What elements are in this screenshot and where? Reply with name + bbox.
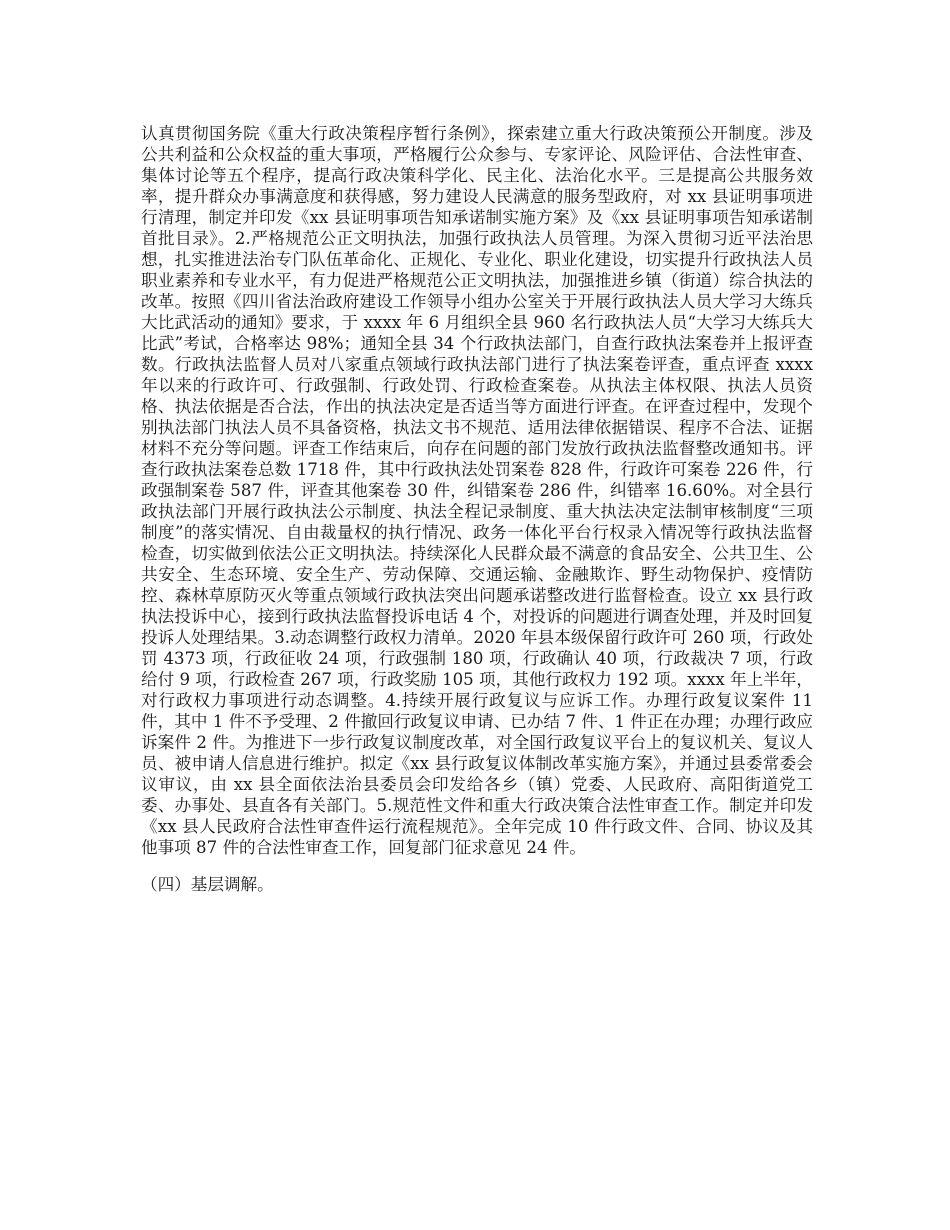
body-paragraph: 认真贯彻国务院《重大行政决策程序暂行条例》，探索建立重大行政决策预公开制度。涉及公共利益和公众权益的重大事项，严格履行公众参与、专家评论、风险评估、合法性审查、集体讨论等五个程序，提高行政决策科学化、民主化、法治化水平。三是提高公共服务效率，提升群众办事满意度和获得感，努力建设人民满意的服务型政府，对 xx 县证明事项进行清理，制定并印发《xx 县证明事项告知承诺制实施方案》及《xx 县证明事项告知承诺制首批目录》。2.严格规范公正文明执法，加强行政执法人员管理。为深入贯彻习近平法治思想，扎实推进法治专门队伍革命化、正规化、专业化、职业化建设，切实提升行政执法人员职业素养和专业水平，有力促进严格规范公正文明执法，加强推进乡镇（街道）综合执法的改革。按照《四川省法治政府建设工作领导小组办公室关于开展行政执法人员大学习大练兵大比武活动的通知》要求，于 xxxx 年 6 月组织全县 960 名行政执法人员“大学习大练兵大比武”考试，合格率达 98%；通知全县 34 个行政执法部门，自查行政执法案卷并上报评查数。行政执法监督人员对八家重点领域行政执法部门进行了执法案卷评查，重点评查 xxxx 年以来的行政许可、行政强制、行政处罚、行政检查案卷。从执法主体权限、执法人员资格、执法依据是否合法，作出的执法决定是否适当等方面进行评查。在评查过程中，发现个别执法部门执法人员不具备资格，执法文书不规范、适用法律依据错误、程序不合法、证据材料不充分等问题。评查工作结束后，向存在问题的部门发放行政执法监督整改通知书。评查行政执法案卷总数 1718 件，其中行政执法处罚案卷 828 件，行政许可案卷 226 件，行政强制案卷 587 件，评查其他案卷 30 件，纠错案卷 286 件，纠错率 16.60%。对全县行政执法部门开展行政执法公示制度、执法全程记录制度、重大执法决定法制审核制度“三项制度”的落实情况、自由裁量权的执行情况、政务一体化平台行权录入情况等行政执法监督检查，切实做到依法公正文明执法。持续深化人民群众最不满意的食品安全、公共卫生、公共安全、生态环境、安全生产、劳动保障、交通运输、金融欺诈、野生动物保护、疫情防控、森林草原防灭火等重点领域行政执法突出问题承诺整改进行监督检查。设立 xx 县行政执法投诉中心，接到行政执法监督投诉电话 4 个，对投诉的问题进行调查处理，并及时回复投诉人处理结果。3.动态调整行政权力清单。2020 年县本级保留行政许可 260 项，行政处罚 4373 项，行政征收 24 项，行政强制 180 项，行政确认 40 项，行政裁决 7 项，行政给付 9 项，行政检查 267 项，行政奖励 105 项，其他行政权力 192 项。xxxx 年上半年，对行政权力事项进行动态调整。4.持续开展行政复议与应诉工作。办理行政复议案件 11 件，其中 1 件不予受理、2 件撤回行政复议申请、已办结 7 件、1 件正在办理；办理行政应诉案件 2 件。为推进下一步行政复议制度改革，对全国行政复议平台上的复议机关、复议人员、被申请人信息进行维护。拟定《xx 县行政复议体制改革实施方案》，并通过县委常委会议审议，由 xx 县全面依法治县委员会印发给各乡（镇）党委、人民政府、高阳街道党工委、办事处、县直各有关部门。5.规范性文件和重大行政决策合法性审查工作。制定并印发《xx 县人民政府合法性审查件运行流程规范》。全年完成 10 件行政文件、合同、协议及其他事项 87 件的合法性审查工作，回复部门征求意见 24 件。 <box>141 124 813 857</box>
document-body <box>141 123 813 895</box>
section-heading: （四）基层调解。 <box>141 875 274 894</box>
